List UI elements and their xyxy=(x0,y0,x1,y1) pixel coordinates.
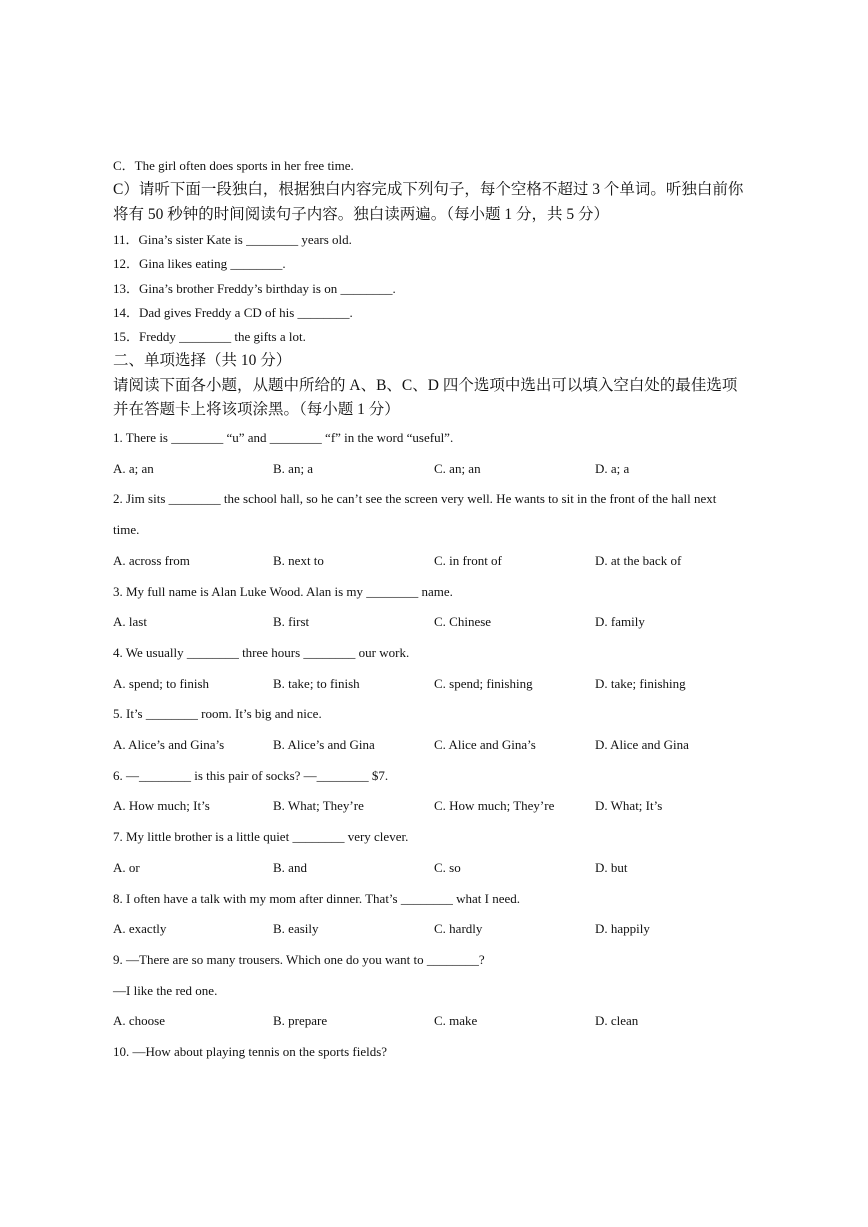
question-5-option-d: D. Alice and Gina xyxy=(595,737,689,752)
question-8-option-d: D. happily xyxy=(595,921,650,936)
question-1-option-c: C. an; an xyxy=(434,461,481,476)
question-2-stem: 2. Jim sits ________ the school hall, so he can’t see the screen very well. He wants to sit in the front of the hall next xyxy=(113,491,717,506)
question-4-option-a: A. spend; to finish xyxy=(113,676,210,691)
question-4-option-c: C. spend; finishing xyxy=(434,676,533,691)
question-7-option-c: C. so xyxy=(434,860,461,875)
fill-item-11: 11．Gina’s sister Kate is ________ years old. xyxy=(113,232,352,247)
question-4-stem: 4. We usually ________ three hours ________ our work. xyxy=(113,645,410,660)
question-3-stem: 3. My full name is Alan Luke Wood. Alan is my ________ name. xyxy=(113,584,453,599)
question-5-stem: 5. It’s ________ room. It’s big and nice. xyxy=(113,706,322,721)
question-6-option-b: B. What; They’re xyxy=(273,798,364,813)
question-10-stem: 10. —How about playing tennis on the sports fields? xyxy=(113,1044,388,1059)
question-6-option-d: D. What; It’s xyxy=(595,798,663,813)
question-8-stem: 8. I often have a talk with my mom after dinner. That’s ________ what I need. xyxy=(113,891,520,906)
question-2-option-c: C. in front of xyxy=(434,553,502,568)
question-7-stem: 7. My little brother is a little quiet ________ very clever. xyxy=(113,829,409,844)
question-8-option-c: C. hardly xyxy=(434,921,483,936)
section-2-title: 二、单项选择（共 10 分） xyxy=(113,352,292,369)
section-2-instruction-line2: 并在答题卡上将该项涂黑。（每小题 1 分） xyxy=(113,401,400,418)
question-6-stem: 6. —________ is this pair of socks? —________ $7. xyxy=(113,768,389,783)
question-4-option-b: B. take; to finish xyxy=(273,676,360,691)
section-2-instruction-line1: 请阅读下面各小题，从题中所给的 A、B、C、D 四个选项中选出可以填入空白处的最佳选项 xyxy=(113,377,738,394)
question-4-option-d: D. take; finishing xyxy=(595,676,686,691)
question-5-option-b: B. Alice’s and Gina xyxy=(273,737,375,752)
question-5-option-a: A. Alice’s and Gina’s xyxy=(113,737,225,752)
question-1-option-d: D. a; a xyxy=(595,461,630,476)
question-1-option-a: A. a; an xyxy=(113,461,154,476)
question-9-stem: 9. —There are so many trousers. Which one do you want to ________? xyxy=(113,952,485,967)
question-2-stem-cont: time. xyxy=(113,522,140,537)
fill-item-13: 13．Gina’s brother Freddy’s birthday is on ________. xyxy=(113,281,396,296)
prev-option-c: C．The girl often does sports in her free time. xyxy=(113,158,354,173)
question-8-option-a: A. exactly xyxy=(113,921,167,936)
question-1-option-b: B. an; a xyxy=(273,461,314,476)
fill-item-14: 14．Dad gives Freddy a CD of his ________. xyxy=(113,305,353,320)
question-2-option-a: A. across from xyxy=(113,553,190,568)
question-9-option-d: D. clean xyxy=(595,1013,639,1028)
question-2-option-b: B. next to xyxy=(273,553,324,568)
question-8-option-b: B. easily xyxy=(273,921,319,936)
question-9-option-a: A. choose xyxy=(113,1013,165,1028)
fill-item-12: 12．Gina likes eating ________. xyxy=(113,256,286,271)
question-2-option-d: D. at the back of xyxy=(595,553,682,568)
question-7-option-a: A. or xyxy=(113,860,140,875)
question-6-option-c: C. How much; They’re xyxy=(434,798,555,813)
question-3-option-b: B. first xyxy=(273,614,310,629)
fill-item-15: 15．Freddy ________ the gifts a lot. xyxy=(113,329,306,344)
question-1-stem: 1. There is ________ “u” and ________ “f” in the word “useful”. xyxy=(113,430,454,445)
question-7-option-d: D. but xyxy=(595,860,628,875)
section-c-heading-line1: C）请听下面一段独白，根据独白内容完成下列句子，每个空格不超过 3 个单词。听独白前你 xyxy=(113,181,744,198)
question-6-option-a: A. How much; It’s xyxy=(113,798,210,813)
question-7-option-b: B. and xyxy=(273,860,307,875)
section-c-heading-line2: 将有 50 秒钟的时间阅读句子内容。独白读两遍。（每小题 1 分，共 5 分） xyxy=(113,206,610,223)
question-3-option-c: C. Chinese xyxy=(434,614,492,629)
question-9-stem-cont: —I like the red one. xyxy=(113,983,218,998)
question-5-option-c: C. Alice and Gina’s xyxy=(434,737,536,752)
question-3-option-a: A. last xyxy=(113,614,147,629)
question-9-option-b: B. prepare xyxy=(273,1013,328,1028)
question-3-option-d: D. family xyxy=(595,614,645,629)
question-9-option-c: C. make xyxy=(434,1013,478,1028)
